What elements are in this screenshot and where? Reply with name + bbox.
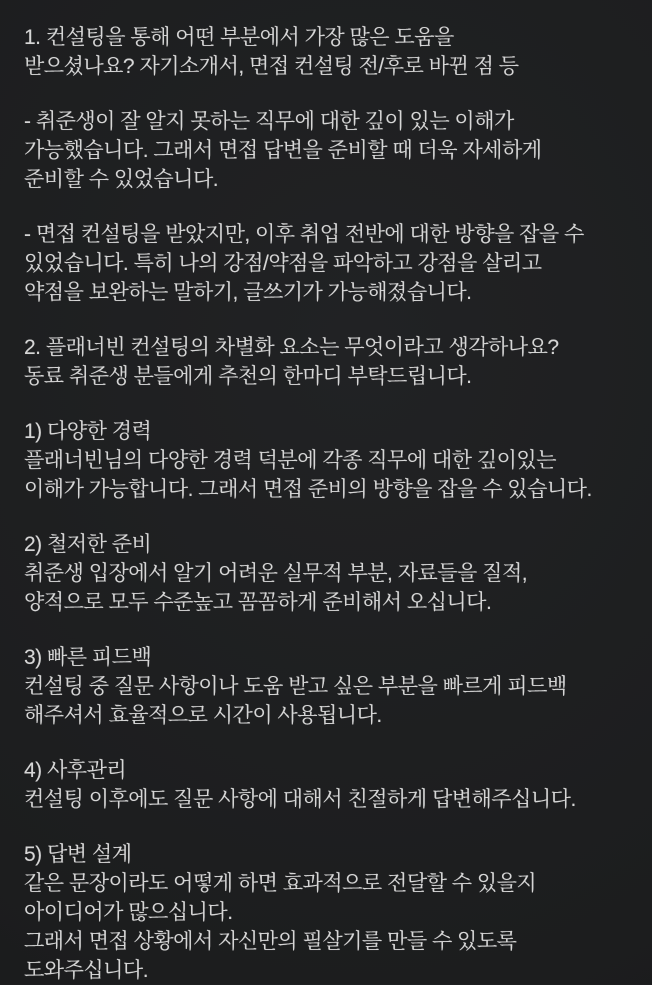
text-line: 양적으로 모두 수준높고 꼼꼼하게 준비해서 오십니다. [24, 591, 492, 614]
text-line: 이해가 가능합니다. 그래서 면접 준비의 방향을 잡을 수 있습니다. [24, 478, 592, 501]
text-line: 2) 철저한 준비 [24, 533, 152, 556]
text-line: 동료 취준생 분들에게 추천의 한마디 부탁드립니다. [24, 365, 472, 388]
point-3-fast-feedback [24, 643, 638, 730]
text-line: 해주셔서 효율적으로 시간이 사용됩니다. [24, 704, 382, 727]
text-line: 준비할 수 있었습니다. [24, 168, 219, 191]
text-line: 2. 플래너빈 컨설팅의 차별화 요소는 무엇이라고 생각하나요? [24, 336, 559, 359]
text-line: 가능했습니다. 그래서 면접 답변을 준비할 때 더욱 자세하게 [24, 139, 542, 162]
text-line: 플래너빈님의 다양한 경력 덕분에 각종 직무에 대한 깊이있는 [24, 449, 556, 472]
text-line: 도와주십니다. [24, 959, 149, 982]
text-line: 취준생 입장에서 알기 어려운 실무적 부분, 자료들을 질적, [24, 562, 528, 585]
answer-1-career-direction [24, 220, 638, 307]
text-line: 받으셨나요? 자기소개서, 면접 컨설팅 전/후로 바뀐 점 등 [24, 55, 519, 78]
point-1-varied-career [24, 417, 638, 504]
text-line: 있었습니다. 특히 나의 강점/약점을 파악하고 강점을 살리고 [24, 252, 542, 275]
text-line: 그래서 면접 상황에서 자신만의 필살기를 만들 수 있도록 [24, 930, 517, 953]
text-line: 같은 문장이라도 어떻게 하면 효과적으로 전달할 수 있을지 [24, 872, 537, 895]
text-line: 약점을 보완하는 말하기, 글쓰기가 가능해졌습니다. [24, 281, 472, 304]
text-line: 1) 다양한 경력 [24, 420, 152, 443]
text-line: 5) 답변 설계 [24, 843, 132, 866]
point-4-follow-up-care [24, 756, 638, 814]
text-line: - 취준생이 잘 알지 못하는 직무에 대한 깊이 있는 이해가 [24, 110, 514, 133]
text-line: 컨설팅 이후에도 질문 사항에 대해서 친절하게 답변해주십니다. [24, 788, 576, 811]
text-line: 1. 컨설팅을 통해 어떤 부분에서 가장 많은 도움을 [24, 26, 454, 49]
text-line: 컨설팅 중 질문 사항이나 도움 받고 싶은 부분을 빠르게 피드백 [24, 675, 567, 698]
text-line: 4) 사후관리 [24, 759, 127, 782]
point-2-thorough-preparation [24, 530, 638, 617]
text-line: 3) 빠른 피드백 [24, 646, 152, 669]
question-2 [24, 333, 638, 391]
text-line: - 면접 컨설팅을 받았지만, 이후 취업 전반에 대한 방향을 잡을 수 [24, 223, 584, 246]
answer-1-job-understanding [24, 107, 638, 194]
text-line: 아이디어가 많으십니다. [24, 901, 233, 924]
point-5-answer-design [24, 840, 638, 985]
question-1 [24, 23, 638, 81]
